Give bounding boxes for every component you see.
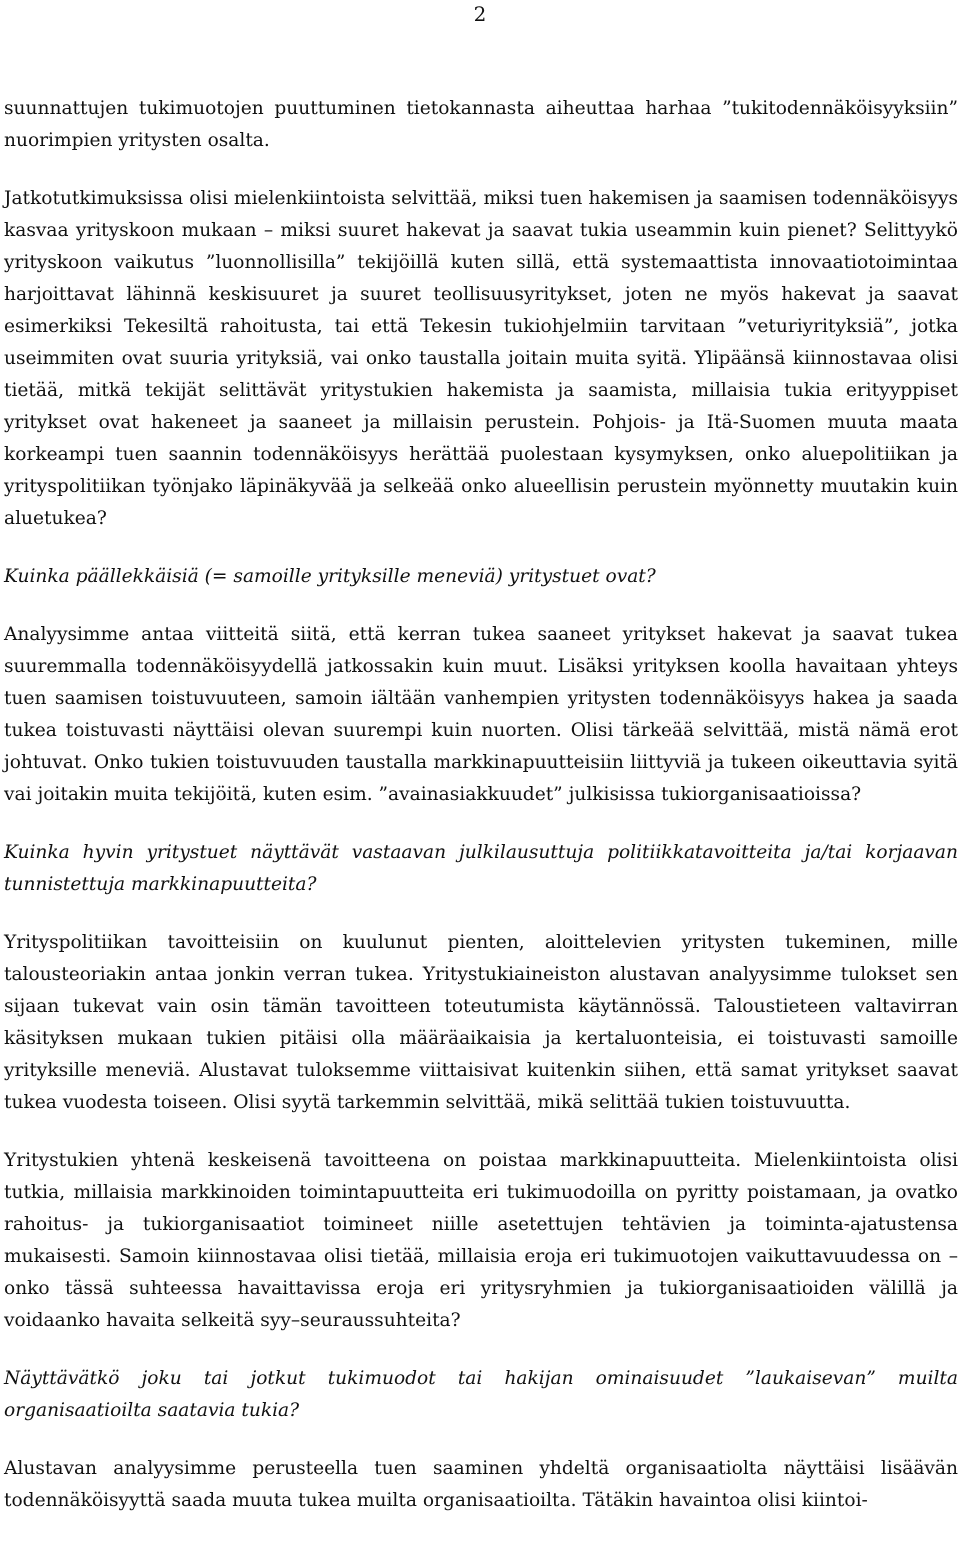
paragraph: suunnattujen tukimuotojen puuttuminen tietokannasta aiheuttaa harhaa ”tukitodennäköisyyksiin” nuorimpien yritysten osalta. — [4, 98, 958, 151]
paragraph: Yritystukien yhtenä keskeisenä tavoitteena on poistaa markkinapuutteita. Mielenkiintoista olisi tutkia, millaisia markkinoiden toimintapuutteita eri tukimuodoilla on pyritty poistamaan, ja ovatko rahoitus- ja tukiorganisaatiot toimineet niille asetettujen tehtävien ja toiminta-ajatustensa mukaisesti. Samoin kiinnostavaa olisi tietää, millaisia eroja eri tukimuotojen vaikuttavuudessa on – onko tässä suhteessa havaittavissa eroja eri yritysryhmien ja tukiorganisaatioiden välillä ja voidaanko havaita selkeitä syy–seuraussuhteita? — [4, 1150, 958, 1331]
paragraph: Alustavan analyysimme perusteella tuen saaminen yhdeltä organisaatiolta näyttäisi lisäävän todennäköisyyttä saada muuta tukea muilta organisaatioilta. Tätäkin havaintoa olisi kiintoi- — [4, 1458, 958, 1511]
paragraph: Jatkotutkimuksissa olisi mielenkiintoista selvittää, miksi tuen hakemisen ja saamisen todennäköisyys kasvaa yrityskoon mukaan – miksi suuret hakevat ja saavat tukia useammin kuin pienet? Selittyykö yrityskoon vaikutus ”luonnollisilla” tekijöillä kuten sillä, että systemaattista innovaatiotoimintaa harjoittavat lähinnä keskisuuret ja suuret teollisuusyritykset, joten ne myös hakevat ja saavat esimerkiksi Tekesiltä rahoitusta, tai että Tekesin tukiohjelmiin tarvitaan ”veturiyrityksiä”, jotka useimmiten ovat suuria yrityksiä, vai onko taustalla joitain muita syitä. Ylipäänsä kiinnostavaa olisi tietää, mitkä tekijät selittävät yritystukien hakemista ja saamista, millaisia tukia erityyppiset yritykset ovat hakeneet ja saaneet ja millaisin perustein. Pohjois- ja Itä-Suomen muuta maata korkeampi tuen saannin todennäköisyys herättää puolestaan kysymyksen, onko aluepolitiikan ja yrityspolitiikan työnjako läpinäkyvää ja selkeää onko alueellisin perustein myönnetty muutakin kuin aluetukea? — [4, 188, 958, 529]
research-question: Kuinka hyvin yritystuet näyttävät vastaavan julkilausuttuja politiikkatavoitteita ja/tai korjaavan tunnistettuja markkinapuutteita? — [4, 842, 958, 895]
page-number: 2 — [473, 2, 487, 26]
research-question: Näyttävätkö joku tai jotkut tukimuodot tai hakijan ominaisuudet ”laukaisevan” muilta organisaatioilta saatavia tukia? — [4, 1368, 958, 1421]
research-question: Kuinka päällekkäisiä (= samoille yrityksille meneviä) yritystuet ovat? — [4, 566, 656, 587]
paragraph: Yrityspolitiikan tavoitteisiin on kuulunut pienten, aloittelevien yritysten tukeminen, mille talousteoriakin antaa jonkin verran tukea. Yritystukiaineiston alustavan analyysimme tulokset sen sijaan tukevat vain osin tämän tavoitteen toteutumista käytännössä. Taloustieteen valtavirran käsityksen mukaan tukien pitäisi olla määräaikaisia ja kertaluonteisia, ei toistuvasti samoille yrityksille meneviä. Alustavat tuloksemme viittaisivat kuitenkin siihen, että samat yritykset saavat tukea vuodesta toiseen. Olisi syytä tarkemmin selvittää, mikä selittää tukien toistuvuutta. — [4, 932, 958, 1113]
page-body — [4, 93, 958, 1517]
paragraph: Analyysimme antaa viitteitä siitä, että kerran tukea saaneet yritykset hakevat ja saavat tukea suuremmalla todennäköisyydellä jatkossakin kuin muut. Lisäksi yrityksen koolla havaitaan yhteys tuen saamisen toistuvuuteen, samoin iältään vanhempien yritysten todennäköisyys hakea ja saada tukea toistuvasti näyttäisi olevan suurempi kuin nuorten. Olisi tärkeää selvittää, mistä nämä erot johtuvat. Onko tukien toistuvuuden taustalla markkinapuutteisiin liittyviä ja tukeen oikeuttavia syitä vai joitakin muita tekijöitä, kuten esim. ”avainasiakkuudet” julkisissa tukiorganisaatioissa? — [4, 624, 958, 805]
